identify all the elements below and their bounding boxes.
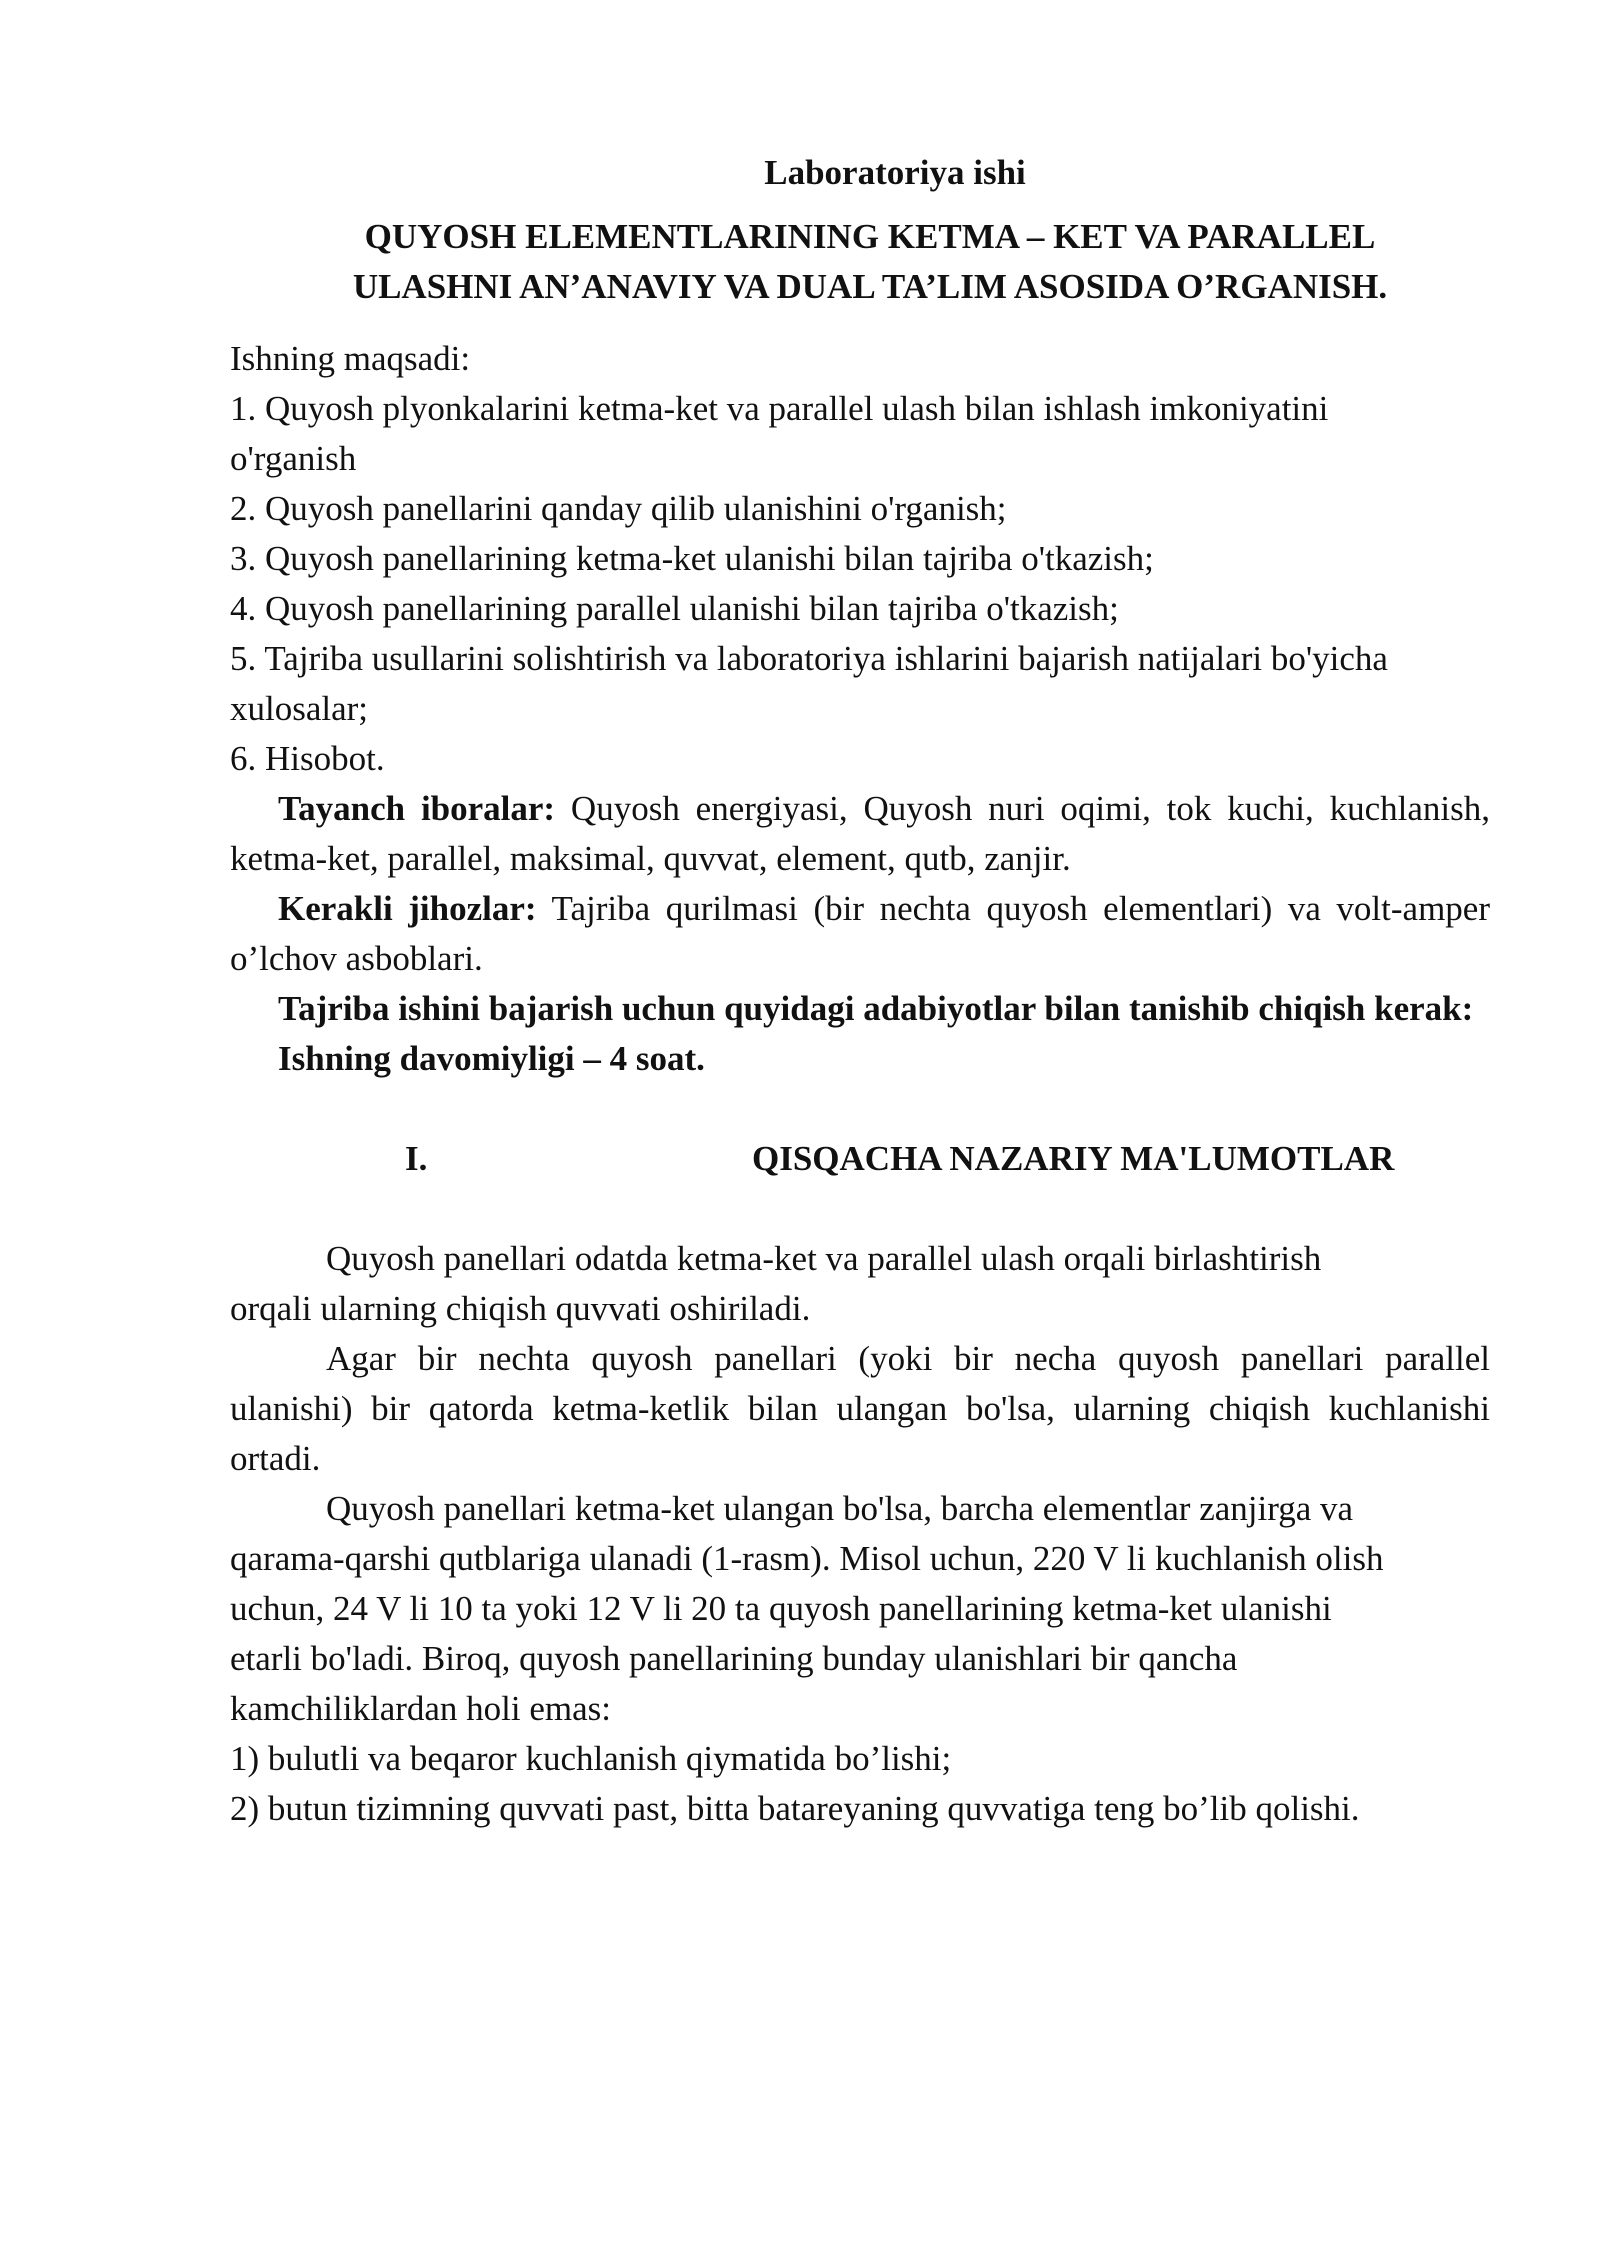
- paragraph-1-line-2: orqali ularning chiqish quvvati oshiriladi.: [230, 1289, 811, 1328]
- paragraph-3-line-1: Quyosh panellari ketma-ket ulangan bo'lsa, barcha elementlar zanjirga va: [326, 1489, 1354, 1528]
- goal-item-2: 2. Quyosh panellarini qanday qilib ulanishini o'rganish;: [230, 489, 1007, 528]
- paragraph-2: Agar bir nechta quyosh panellari (yoki bir necha quyosh panellari parallel ulanishi) bir qatorda ketma-ketlik bilan ulangan bo'lsa, ularning chiqish kuchlanishi ortadi.: [230, 1339, 1490, 1478]
- list-item-2: 2) butun tizimning quvvati past, bitta batareyaning quvvatiga teng bo’lib qolishi.: [230, 1789, 1360, 1828]
- title-line-2: ULASHNI AN’ANAVIY VA DUAL TA’LIM ASOSIDA O’RGANISH.: [352, 267, 1388, 306]
- goal-item-4: 4. Quyosh panellarining parallel ulanishi bilan tajriba o'tkazish;: [230, 589, 1119, 628]
- goal-item-1-line-2: o'rganish: [230, 439, 357, 478]
- goal-item-5-line-2: xulosalar;: [230, 689, 369, 728]
- section-heading: [230, 1134, 1490, 1184]
- document-title: [230, 212, 1490, 312]
- paragraph-1-line-1: Quyosh panellari odatda ketma-ket va parallel ulash orqali birlashtirish: [326, 1239, 1322, 1278]
- keywords-label: Tayanch iboralar:: [278, 789, 556, 828]
- goal-item-3: 3. Quyosh panellarining ketma-ket ulanishi bilan tajriba o'tkazish;: [230, 539, 1154, 578]
- goal-item-6: 6. Hisobot.: [230, 739, 385, 778]
- keywords-paragraph: [230, 784, 1490, 884]
- paragraph-3-line-3: uchun, 24 V li 10 ta yoki 12 V li 20 ta quyosh panellarining ketma-ket ulanishi: [230, 1589, 1332, 1628]
- duration-text: Ishning davomiyligi – 4 soat.: [278, 1039, 705, 1078]
- document-label: Laboratoriya ishi: [764, 153, 1026, 192]
- literature-text: Tajriba ishini bajarish uchun quyidagi adabiyotlar bilan tanishib chiqish kerak:: [278, 989, 1474, 1028]
- list-item-1: 1) bulutli va beqaror kuchlanish qiymatida bo’lishi;: [230, 1739, 952, 1778]
- equipment-text: Tajriba qurilmasi (bir nechta quyosh elementlari) va volt-amper o’lchov asboblari.: [230, 889, 1490, 978]
- duration-paragraph: [230, 1034, 1490, 1084]
- equipment-paragraph: [230, 884, 1490, 984]
- paragraph-3-line-5: kamchiliklardan holi emas:: [230, 1689, 612, 1728]
- goal-item-5-line-1: 5. Tajriba usullarini solishtirish va laboratoriya ishlarini bajarish natijalari bo'yicha: [230, 639, 1388, 678]
- goal-item-1-line-1: 1. Quyosh plyonkalarini ketma-ket va parallel ulash bilan ishlash imkoniyatini: [230, 389, 1329, 428]
- paragraph-3-line-4: etarli bo'ladi. Biroq, quyosh panellarining bunday ulanishlari bir qancha: [230, 1639, 1238, 1678]
- theory-body: [230, 1234, 1490, 1834]
- literature-paragraph: [230, 984, 1490, 1034]
- section-title: QISQACHA NAZARIY MA'LUMOTLAR: [752, 1139, 1395, 1178]
- equipment-label: Kerakli jihozlar:: [278, 889, 537, 928]
- paragraph-3-line-2: qarama-qarshi qutblariga ulanadi (1-rasm). Misol uchun, 220 V li kuchlanish olish: [230, 1539, 1384, 1578]
- document-page: [230, 148, 1490, 1834]
- goals-section: [230, 334, 1490, 784]
- keywords-text: Quyosh energiyasi, Quyosh nuri oqimi, tok kuchi, kuchlanish, ketma-ket, parallel, maksimal, quvvat, element, qutb, zanjir.: [230, 789, 1490, 878]
- section-number: I.: [405, 1139, 428, 1178]
- goals-heading: Ishning maqsadi:: [230, 339, 471, 378]
- title-line-1: QUYOSH ELEMENTLARINING KETMA – KET VA PARALLEL: [364, 217, 1376, 256]
